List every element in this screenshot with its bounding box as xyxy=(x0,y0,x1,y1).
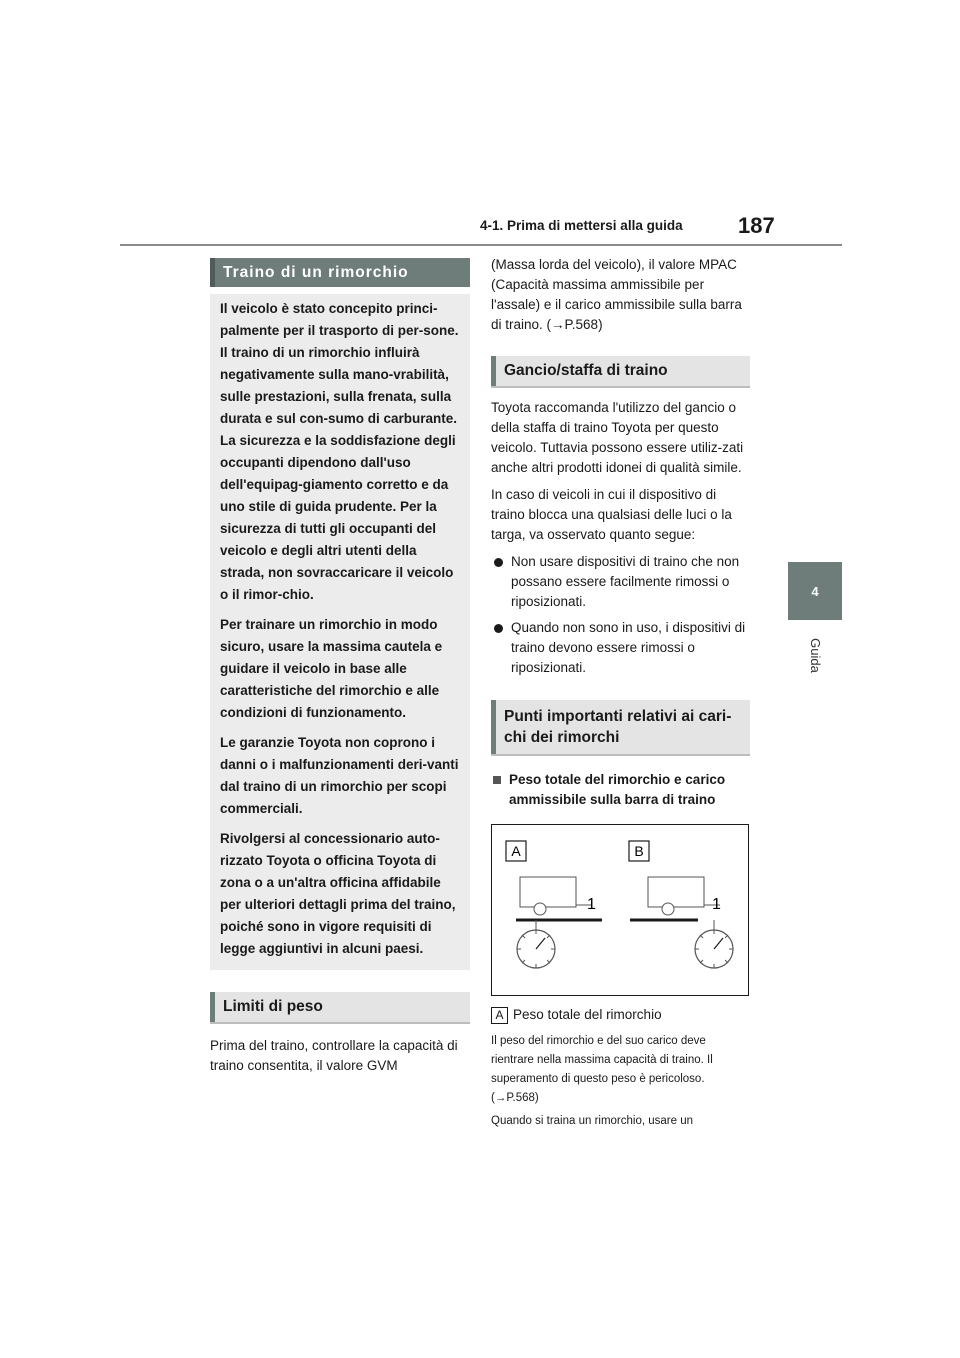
section-title-traino: Traino di un rimorchio xyxy=(210,258,470,287)
small-paragraph: Quando si traina un rimorchio, usare un xyxy=(491,1115,693,1127)
small-paragraph: Il peso del rimorchio e del suo carico deve rientrare nella massima capacità di traino. Il superamento di questo peso è pericoloso. (→P.568) xyxy=(491,1035,713,1104)
header-divider xyxy=(120,244,842,246)
right-column xyxy=(491,255,750,1133)
body-paragraph: In caso di veicoli in cui il dispositivo di traino blocca una qualsiasi delle luci o la targa, va osservato quanto segue: xyxy=(491,487,732,542)
list-item: Quando non sono in uso, i dispositivi di traino devono essere rimossi o riposizionati. xyxy=(491,618,750,678)
trailer-b-icon xyxy=(630,877,720,931)
figure-caption xyxy=(491,1006,750,1024)
body-paragraph: (Massa lorda del veicolo), il valore MPAC (Capacità massima ammissibile per l'assale) e il carico ammissibile sulla barra di traino. (→P.568) xyxy=(491,257,742,332)
bullet-list xyxy=(491,552,750,678)
arrow-label-a: 1 xyxy=(587,896,596,913)
chapter-tab[interactable] xyxy=(788,562,842,620)
body-paragraph: Toyota raccomanda l'utilizzo del gancio o della staffa di traino Toyota per questo veicolo. Tuttavia possono essere utiliz-zati anche altri prodotti idonei di qualità simile. xyxy=(491,400,744,475)
left-column xyxy=(210,258,470,1083)
label-b: B xyxy=(634,843,644,859)
section-title-punti: Punti importanti relativi ai cari-chi dei rimorchi xyxy=(491,700,750,756)
square-bullet-icon xyxy=(493,776,501,784)
arrow-label-b: 1 xyxy=(712,896,721,913)
page-number: 187 xyxy=(738,213,775,238)
trailer-weight-diagram xyxy=(492,825,748,995)
scale-b-icon xyxy=(695,930,733,968)
section-title-limiti: Limiti di peso xyxy=(210,992,470,1024)
trailer-weight-figure xyxy=(491,824,749,996)
chapter-tab-number: 4 xyxy=(811,583,819,599)
scale-a-icon xyxy=(517,930,555,968)
intro-paragraph: Rivolgersi al concessionario auto-rizzato Toyota o officina Toyota di zona o a un'altra officina affidabile per ulteriori dettagli prima del traino, poiché sono in vigore requisiti di legge aggiuntivi in alcuni paesi. xyxy=(220,831,456,956)
label-a: A xyxy=(511,843,521,859)
subheading: Peso totale del rimorchio e carico ammissibile sulla barra di traino xyxy=(491,770,750,810)
intro-box xyxy=(210,294,470,970)
bullet-icon xyxy=(494,624,503,633)
chapter-tab-label: Guida xyxy=(807,637,823,673)
section-title-gancio: Gancio/staffa di traino xyxy=(491,356,750,388)
bullet-icon xyxy=(494,558,503,567)
chapter-title: 4-1. Prima di mettersi alla guida xyxy=(480,218,683,233)
intro-paragraph: Le garanzie Toyota non coprono i danni o i malfunzionamenti deri-vanti dal traino di un rimorchio per scopi commerciali. xyxy=(220,735,459,816)
body-paragraph: Prima del traino, controllare la capacità di traino consentita, il valore GVM xyxy=(210,1038,458,1073)
intro-paragraph: Per trainare un rimorchio in modo sicuro, usare la massima cautela e guidare il veicolo in base alle caratteristiche del rimorchio e alle condizioni di funzionamento. xyxy=(220,617,443,720)
list-item: Non usare dispositivi di traino che non possano essere facilmente rimossi o riposizionati. xyxy=(491,552,750,612)
intro-paragraph: Il veicolo è stato concepito princi-palmente per il trasporto di per-sone. Il traino di un rimorchio influirà negativamente sulla mano-vrabilità, sulle prestazioni, sulla frenata, sulla durata e sul con-sumo di carburante. La sicurezza e la soddisfazione degli occupanti dipendono dall'uso dell'equipag-giamento corretto e da uno stile di guida prudente. Per la sicurezza di tutti gli occupanti del veicolo e degli altri utenti della strada, non sovraccaricare il veicolo o il rimor-chio. xyxy=(220,301,459,602)
caption-text: Peso totale del rimorchio xyxy=(513,1007,662,1022)
caption-label-box: A xyxy=(491,1007,508,1024)
